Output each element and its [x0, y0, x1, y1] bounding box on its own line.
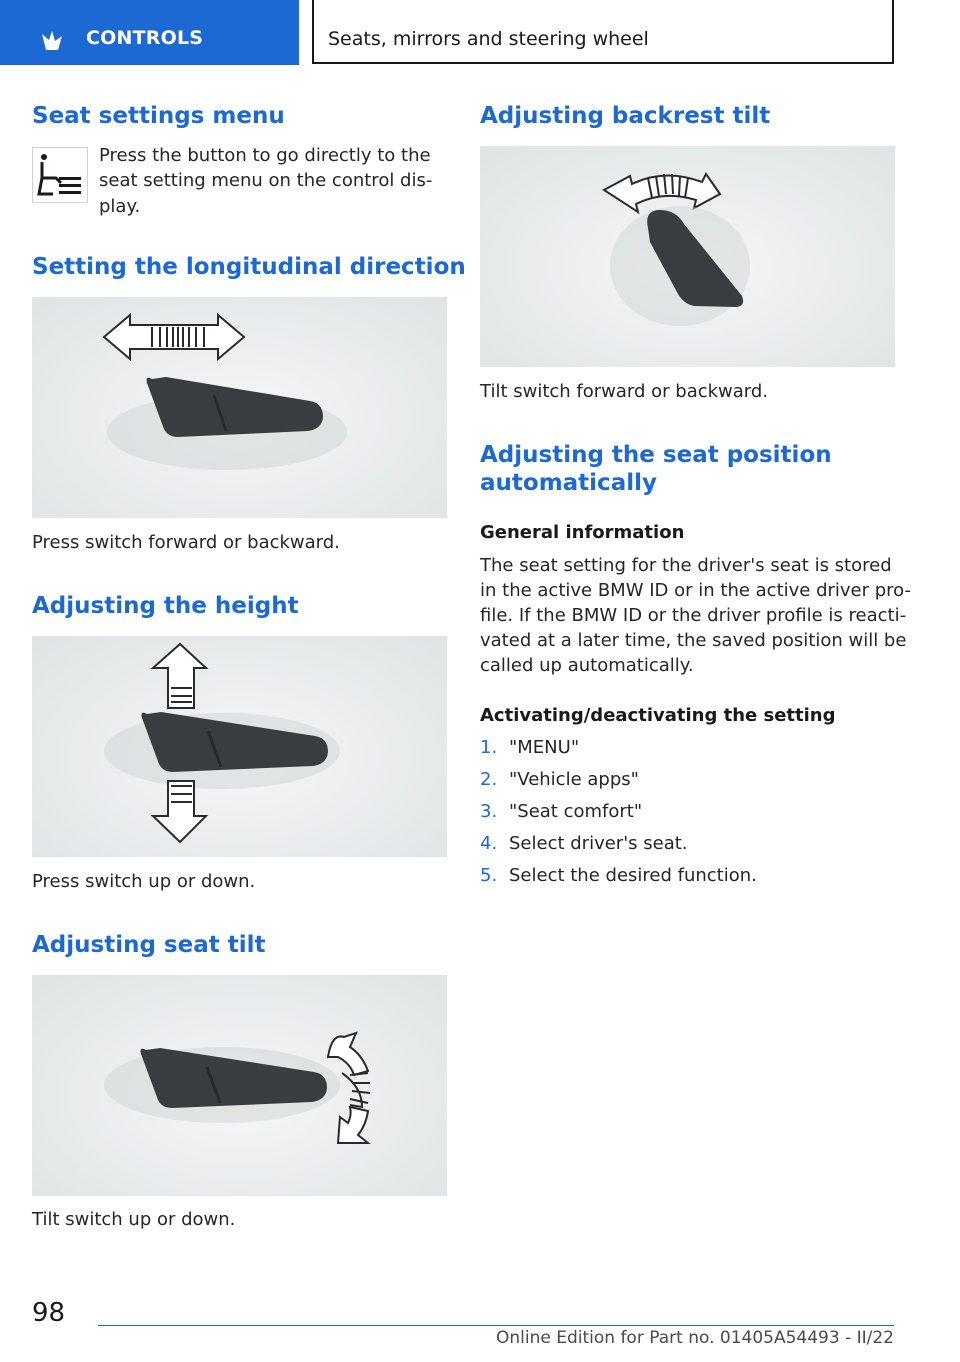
list-item: [480, 737, 900, 769]
section-tab: [0, 0, 299, 65]
step-text: "MENU": [509, 737, 580, 758]
edition-note: Online Edition for Part no. 01405A54493 - II/22: [495, 1328, 894, 1348]
chapter-title: Seats, mirrors and steering wheel: [328, 28, 649, 50]
general-info-line-1: The seat setting for the driver's seat is stored: [480, 555, 892, 576]
hand-pointer-icon: [40, 26, 66, 52]
longitudinal-heading: Setting the longitudinal direction: [32, 254, 466, 280]
chapter-box: [312, 0, 894, 64]
general-info-line-4: vated at a later time, the saved position will be: [480, 630, 907, 651]
step-number: 4.: [480, 833, 498, 854]
seat-tilt-illustration: [32, 975, 447, 1196]
step-text: "Vehicle apps": [509, 769, 639, 790]
seat-settings-icon: [32, 147, 88, 203]
seat-tilt-heading: Adjusting seat tilt: [32, 932, 266, 958]
page-number: 98: [32, 1298, 66, 1328]
auto-position-heading-line-2: automatically: [480, 470, 657, 496]
list-item: [480, 865, 900, 897]
list-item: [480, 833, 900, 865]
list-item: [480, 769, 900, 801]
list-item: [480, 801, 900, 833]
step-number: 2.: [480, 769, 498, 790]
backrest-arrows-icon: [480, 146, 895, 367]
longitudinal-caption: Press switch forward or backward.: [32, 532, 340, 553]
curved-arrows-icon: [32, 975, 447, 1196]
step-text: Select driver's seat.: [509, 833, 688, 854]
general-info-line-2: in the active BMW ID or in the active driver pro-: [480, 580, 912, 601]
step-text: "Seat comfort": [509, 801, 643, 822]
step-number: 1.: [480, 737, 498, 758]
longitudinal-illustration: [32, 297, 447, 518]
general-info-line-5: called up automatically.: [480, 655, 694, 676]
backrest-caption: Tilt switch forward or backward.: [480, 381, 769, 402]
step-number: 5.: [480, 865, 498, 886]
height-caption: Press switch up or down.: [32, 871, 256, 892]
seat-menu-heading: Seat settings menu: [32, 103, 285, 129]
height-heading: Adjusting the height: [32, 593, 299, 619]
section-title: CONTROLS: [86, 27, 204, 49]
step-text: Select the desired function.: [509, 865, 757, 886]
activating-heading: Activating/deactivating the setting: [480, 705, 836, 726]
general-info-line-3: file. If the BMW ID or the driver profile is reacti-: [480, 605, 907, 626]
seat-menu-line-1: Press the button to go directly to the: [99, 145, 431, 166]
step-number: 3.: [480, 801, 498, 822]
vertical-arrows-icon: [32, 636, 447, 857]
seat-menu-line-2: seat setting menu on the control dis-: [99, 170, 433, 191]
footer-divider: [98, 1325, 894, 1326]
backrest-heading: Adjusting backrest tilt: [480, 103, 771, 129]
general-info-heading: General information: [480, 522, 685, 543]
backrest-illustration: [480, 146, 895, 367]
activating-steps: [480, 737, 900, 897]
seat-menu-line-3: play.: [99, 196, 141, 217]
height-illustration: [32, 636, 447, 857]
seat-tilt-caption: Tilt switch up or down.: [32, 1209, 236, 1230]
auto-position-heading-line-1: Adjusting the seat position: [480, 442, 832, 468]
horizontal-arrows-icon: [32, 297, 447, 518]
